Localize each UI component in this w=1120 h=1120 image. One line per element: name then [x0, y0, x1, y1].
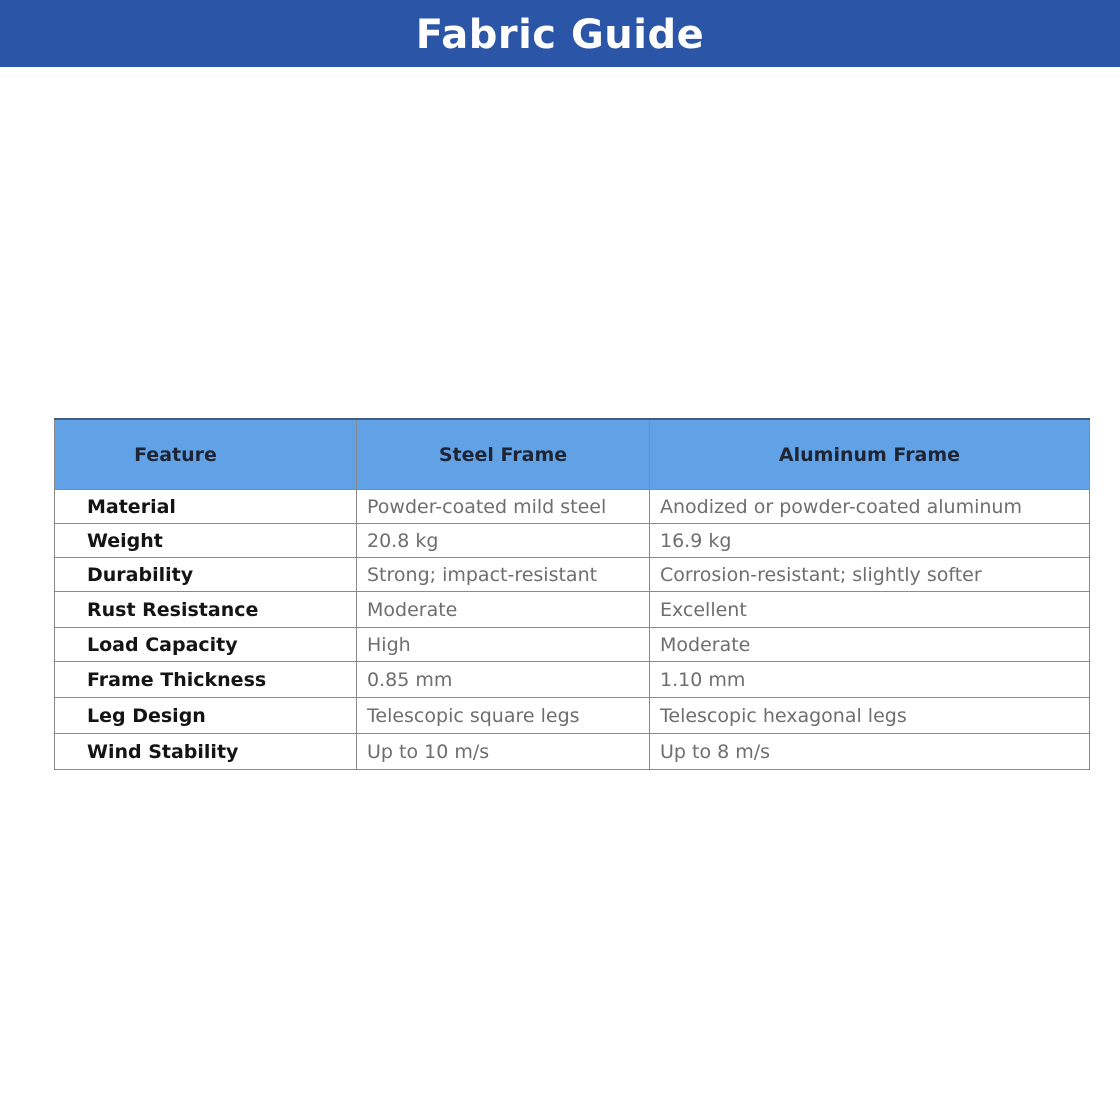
- steel-value-cell: Up to 10 m/s: [357, 734, 650, 770]
- feature-cell: Weight: [55, 524, 357, 558]
- header-row: [55, 419, 1090, 490]
- steel-value-cell: Strong; impact-resistant: [357, 558, 650, 592]
- steel-value-cell: Moderate: [357, 592, 650, 628]
- aluminum-value-cell: 1.10 mm: [650, 662, 1090, 698]
- feature-cell: Wind Stability: [55, 734, 357, 770]
- comparison-table: [54, 418, 1090, 770]
- aluminum-value-cell: 16.9 kg: [650, 524, 1090, 558]
- table-header: [55, 419, 1090, 490]
- feature-cell: Material: [55, 490, 357, 524]
- feature-cell: Load Capacity: [55, 628, 357, 662]
- aluminum-value-cell: Up to 8 m/s: [650, 734, 1090, 770]
- table-row: [55, 628, 1090, 662]
- feature-cell: Rust Resistance: [55, 592, 357, 628]
- page-title: Fabric Guide: [415, 11, 705, 58]
- steel-value-cell: Telescopic square legs: [357, 698, 650, 734]
- table-row: [55, 524, 1090, 558]
- table-body: [55, 490, 1090, 770]
- table-row: [55, 734, 1090, 770]
- table-row: [55, 662, 1090, 698]
- feature-cell: Durability: [55, 558, 357, 592]
- aluminum-value-cell: Excellent: [650, 592, 1090, 628]
- steel-value-cell: Powder-coated mild steel: [357, 490, 650, 524]
- feature-cell: Leg Design: [55, 698, 357, 734]
- table-row: [55, 698, 1090, 734]
- steel-value-cell: 20.8 kg: [357, 524, 650, 558]
- table-row: [55, 490, 1090, 524]
- steel-value-cell: High: [357, 628, 650, 662]
- table-row: [55, 558, 1090, 592]
- aluminum-value-cell: Telescopic hexagonal legs: [650, 698, 1090, 734]
- aluminum-value-cell: Moderate: [650, 628, 1090, 662]
- feature-cell: Frame Thickness: [55, 662, 357, 698]
- comparison-table-container: [54, 418, 1089, 770]
- column-header-steel-frame: Steel Frame: [357, 419, 650, 490]
- title-banner: [0, 0, 1120, 67]
- steel-value-cell: 0.85 mm: [357, 662, 650, 698]
- table-row: [55, 592, 1090, 628]
- column-header-aluminum-frame: Aluminum Frame: [650, 419, 1090, 490]
- column-header-feature: Feature: [55, 419, 357, 490]
- aluminum-value-cell: Corrosion-resistant; slightly softer: [650, 558, 1090, 592]
- aluminum-value-cell: Anodized or powder-coated aluminum: [650, 490, 1090, 524]
